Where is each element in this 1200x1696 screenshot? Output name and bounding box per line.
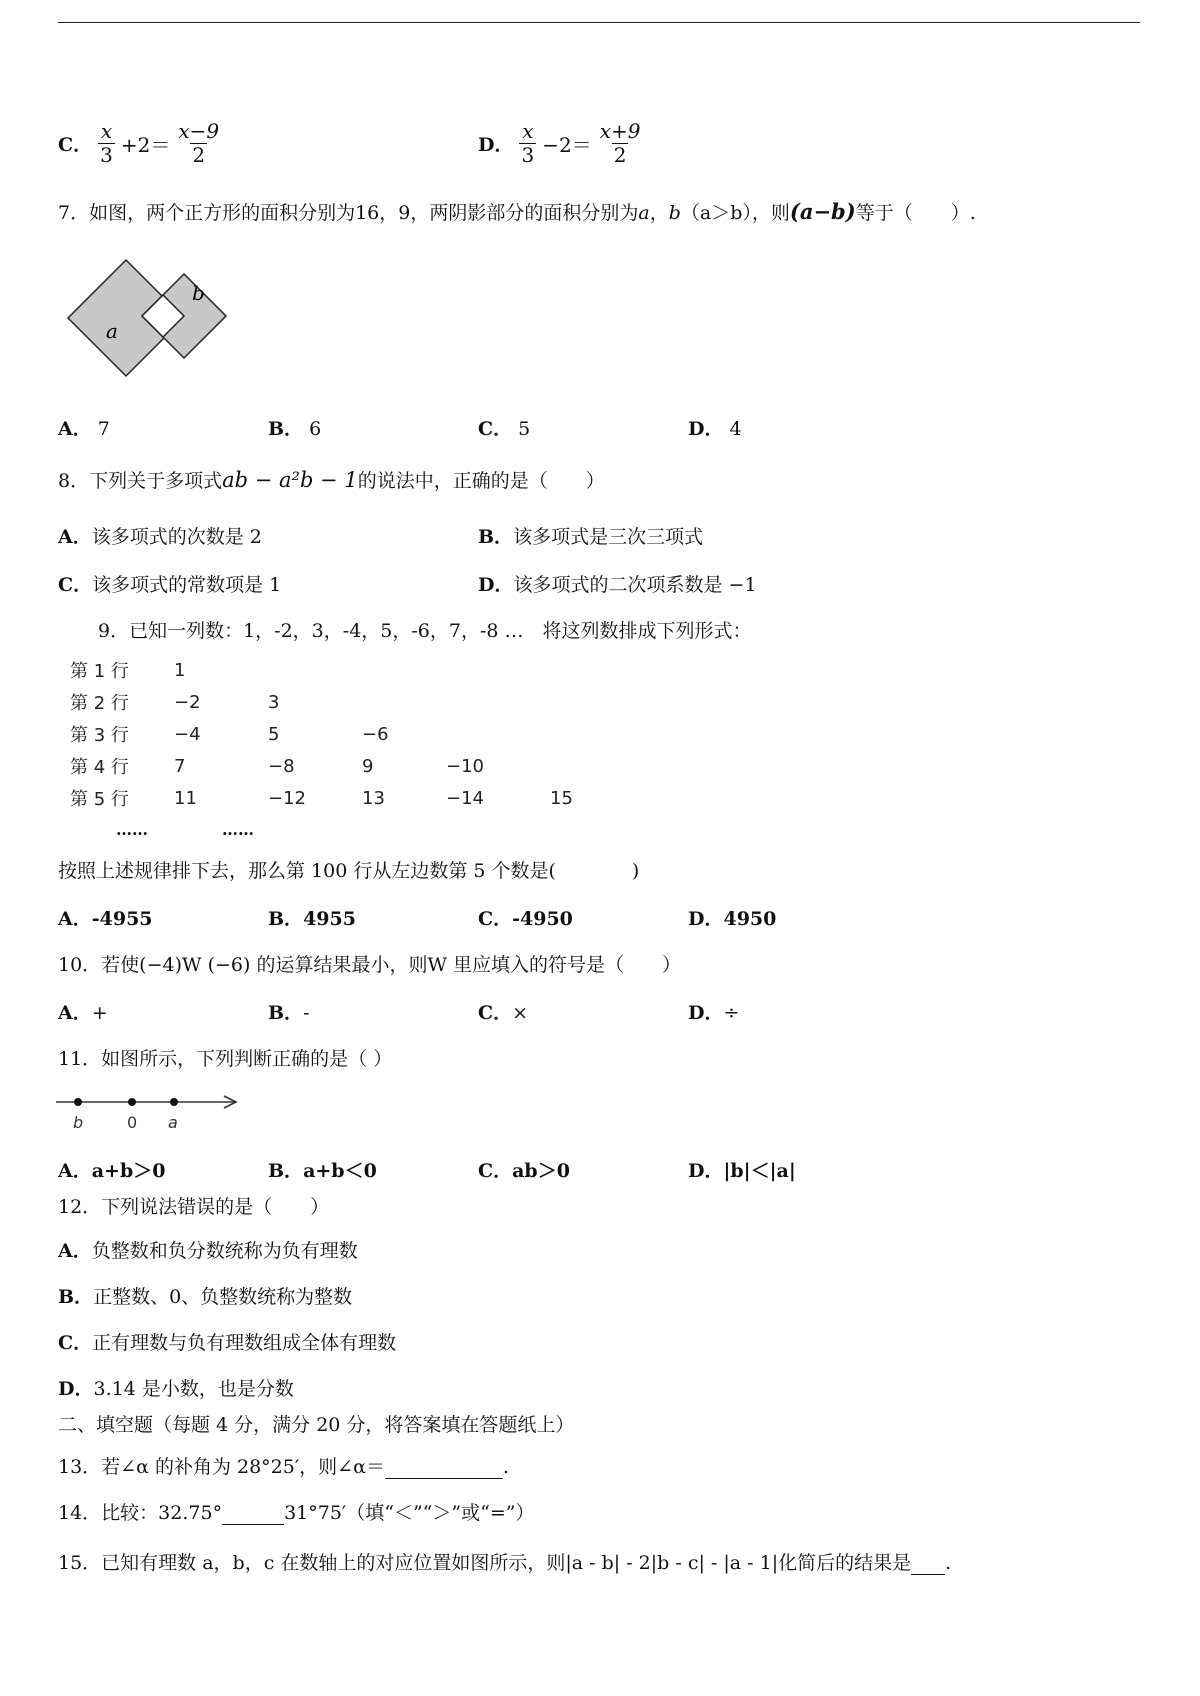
fig-label-a: a (106, 319, 118, 343)
table-row: 第 1 行 1 (70, 659, 186, 682)
point-zero (128, 1098, 136, 1106)
q15-answer-blank (911, 1556, 945, 1575)
q6-option-c: C． $\frac{x}{3}$ +2＝ $\frac{x-9}{2}$ (58, 119, 220, 167)
q13-stem: 13．若∠α 的补角为 28°25′，则∠α＝ . (58, 1456, 509, 1478)
q8-stem: 8．下列关于多项式ab − a²b − 1的说法中，正确的是（ ） (58, 468, 605, 492)
q7-option-b: B． 6 (268, 418, 322, 440)
table-row: 第 3 行 −4 5 −6 (70, 723, 389, 746)
q7-squares-figure (66, 258, 236, 388)
q14-stem: 14．比较：32.75° 31°75′（填“＜”“＞”或“=”） (58, 1502, 535, 1524)
q10-option-b: B．- (268, 1002, 310, 1024)
q6-option-d: D． $\frac{x}{3}$ −2＝ $\frac{x+9}{2}$ (478, 119, 641, 167)
q9-option-c: C．-4950 (478, 908, 573, 930)
q9-option-d: D．4950 (688, 908, 777, 930)
label-zero: 0 (127, 1113, 138, 1132)
q7-option-d: D． 4 (688, 418, 742, 440)
fraction: $\frac{x-9}{2}$ (178, 119, 220, 167)
q11-option-a: A．a+b＞0 (58, 1160, 166, 1182)
point-b (74, 1098, 82, 1106)
fraction: $\frac{x+9}{2}$ (599, 119, 641, 167)
q11-option-b: B．a+b＜0 (268, 1160, 377, 1182)
q15-stem: 15．已知有理数 a，b，c 在数轴上的对应位置如图所示，则|a - b| - 2|b - c| - |a - 1|化简后的结果是 . (58, 1552, 952, 1574)
q10-option-a: A．+ (58, 1002, 108, 1024)
q8-option-d: D．该多项式的二次项系数是 −1 (478, 574, 757, 596)
q12-option-c: C．正有理数与负有理数组成全体有理数 (58, 1332, 397, 1354)
fraction: $\frac{x}{3}$ (521, 119, 535, 167)
fraction: $\frac{x}{3}$ (100, 119, 113, 167)
table-row: 第 4 行 7 −8 9 −10 (70, 755, 484, 778)
q8-option-a: A．该多项式的次数是 2 (58, 526, 262, 548)
label-a: a (168, 1113, 178, 1132)
q12-option-a: A．负整数和负分数统称为负有理数 (58, 1240, 358, 1262)
q12-option-d: D．3.14 是小数，也是分数 (58, 1378, 294, 1400)
q7-option-a: A． 7 (58, 418, 110, 440)
fig-label-b: b (192, 281, 205, 305)
q9-option-b: B．4955 (268, 908, 356, 930)
table-row: 第 2 行 −2 3 (70, 691, 280, 714)
q8-option-b: B．该多项式是三次三项式 (478, 526, 704, 548)
q11-option-d: D．|b|＜|a| (688, 1160, 796, 1182)
point-a (170, 1098, 178, 1106)
q13-answer-blank (385, 1460, 503, 1479)
q9-ellipsis-2: …… (222, 820, 254, 839)
q11-number-line (54, 1090, 244, 1134)
q7-stem: 7．如图，两个正方形的面积分别为16，9，两阴影部分的面积分别为a，b（a＞b），则(a−b)等于（ ）. (58, 199, 976, 224)
option-label: D． (478, 134, 514, 156)
table-row: 第 5 行 11 −12 13 −14 15 (70, 787, 573, 810)
q9-stem: 9．已知一列数：1，-2，3，-4，5，-6，7，-8 … 将这列数排成下列形式： (98, 620, 752, 642)
q10-option-d: D．÷ (688, 1002, 740, 1024)
q9-option-a: A．-4955 (58, 908, 153, 930)
q12-option-b: B．正整数、0、负整数统称为整数 (58, 1286, 353, 1308)
q11-option-c: C．ab＞0 (478, 1160, 570, 1182)
q11-stem: 11．如图所示，下列判断正确的是（ ） (58, 1048, 393, 1070)
q10-option-c: C．× (478, 1002, 529, 1024)
q9-number-triangle (70, 654, 610, 814)
q8-option-c: C．该多项式的常数项是 1 (58, 574, 282, 596)
q9-question: 按照上述规律排下去，那么第 100 行从左边数第 5 个数是( ) (58, 860, 640, 882)
header-rule (58, 22, 1140, 23)
q10-stem: 10．若使(−4)W (−6) 的运算结果最小，则W 里应填入的符号是（ ） (58, 954, 682, 976)
section-2-heading: 二、填空题（每题 4 分，满分 20 分，将答案填在答题纸上） (58, 1414, 575, 1436)
q14-answer-blank (222, 1506, 284, 1525)
q12-stem: 12．下列说法错误的是（ ） (58, 1196, 330, 1218)
q9-ellipsis-1: …… (116, 820, 148, 839)
q7-option-c: C． 5 (478, 418, 531, 440)
option-label: C． (58, 134, 93, 156)
label-b: b (73, 1113, 84, 1132)
